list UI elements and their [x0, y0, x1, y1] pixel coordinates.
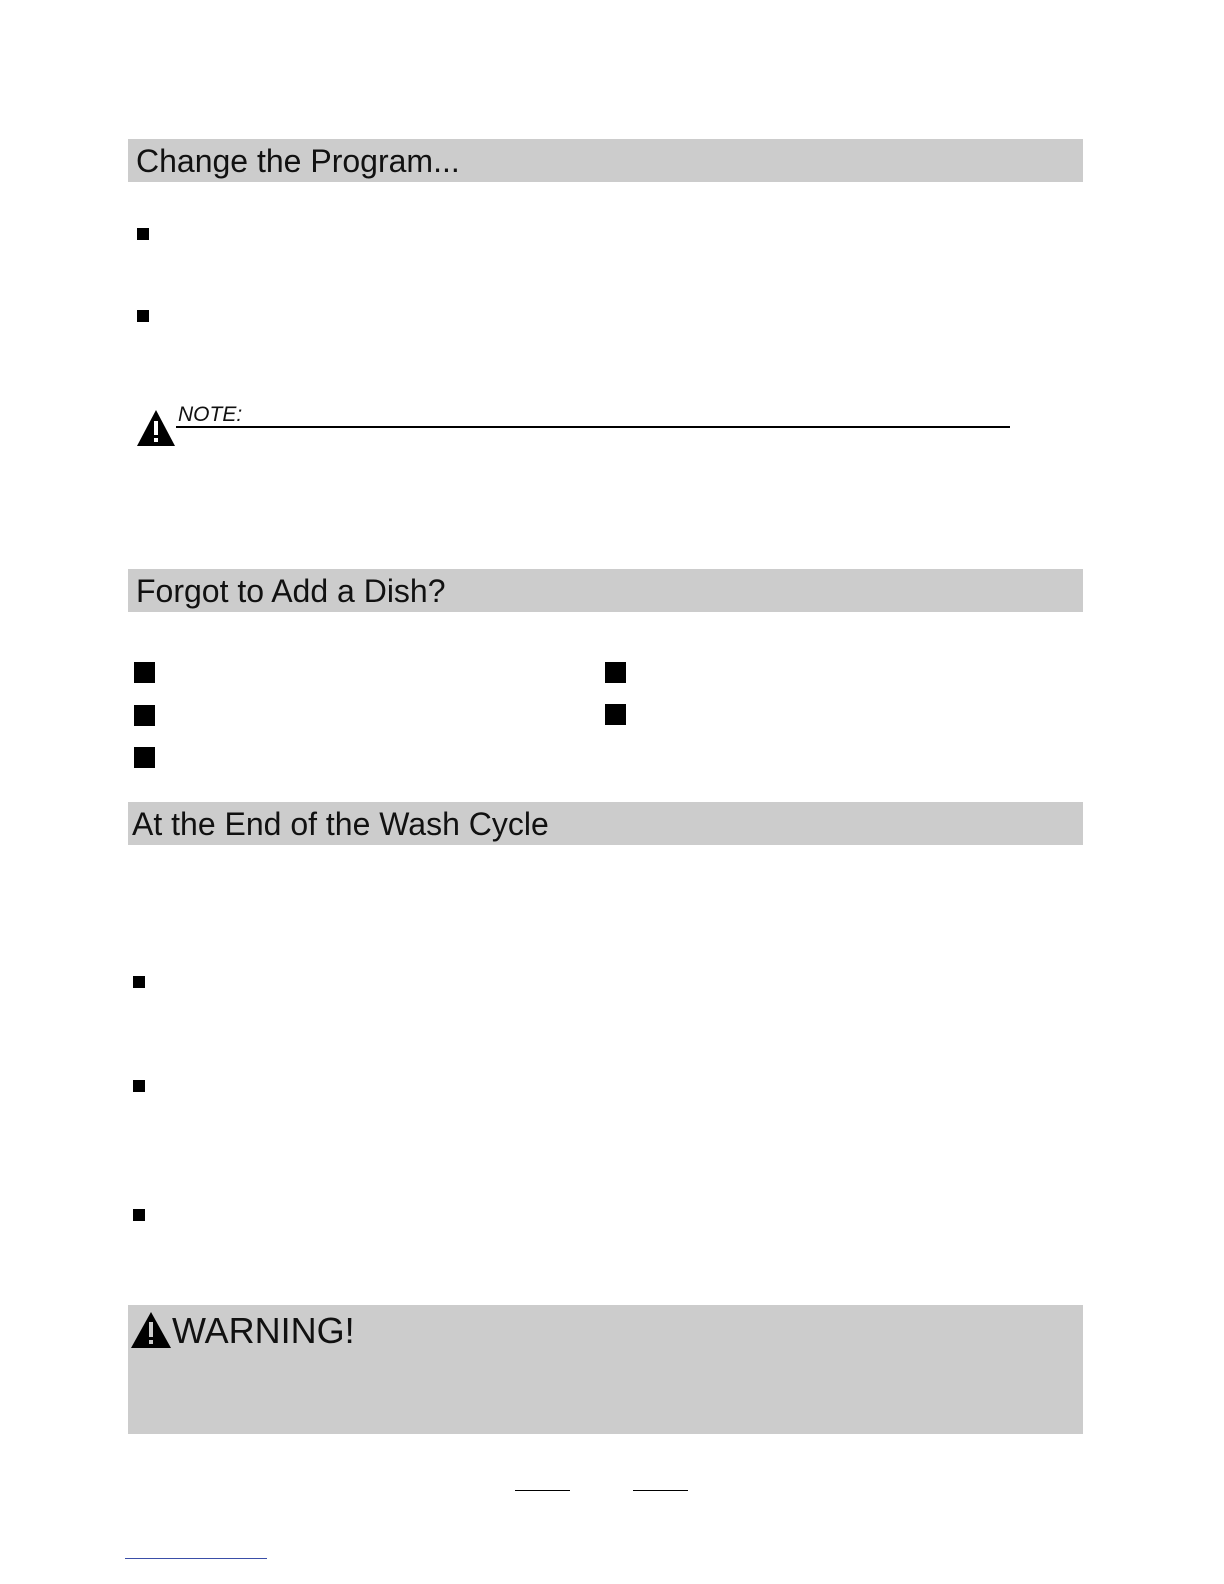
- change-program-title: Change the Program...: [136, 143, 460, 179]
- note-divider: [176, 426, 1010, 428]
- forgot-dish-step-5-bullet: [605, 704, 626, 725]
- end-of-cycle-bullet-3: [133, 1209, 145, 1221]
- end-of-cycle-bullet-2: [133, 1080, 145, 1092]
- forgot-dish-step-3-bullet: [134, 747, 155, 768]
- forgot-dish-step-4-bullet: [605, 662, 626, 683]
- forgot-dish-step-1-bullet: [134, 662, 155, 683]
- warning-triangle-icon: [136, 409, 176, 447]
- note-label: NOTE:: [178, 403, 243, 426]
- footer-page-rule-left: [515, 1490, 570, 1491]
- change-program-bullet-1: [137, 228, 149, 240]
- change-program-bullet-2: [137, 310, 149, 322]
- footer-link-underline: [125, 1558, 267, 1559]
- end-of-cycle-title: At the End of the Wash Cycle: [132, 806, 549, 842]
- warning-title: WARNING!: [172, 1310, 355, 1351]
- footer-page-rule-right: [633, 1490, 688, 1491]
- warning-triangle-icon: [130, 1311, 172, 1349]
- end-of-cycle-bullet-1: [133, 976, 145, 988]
- forgot-dish-step-2-bullet: [134, 705, 155, 726]
- forgot-dish-title: Forgot to Add a Dish?: [136, 573, 446, 609]
